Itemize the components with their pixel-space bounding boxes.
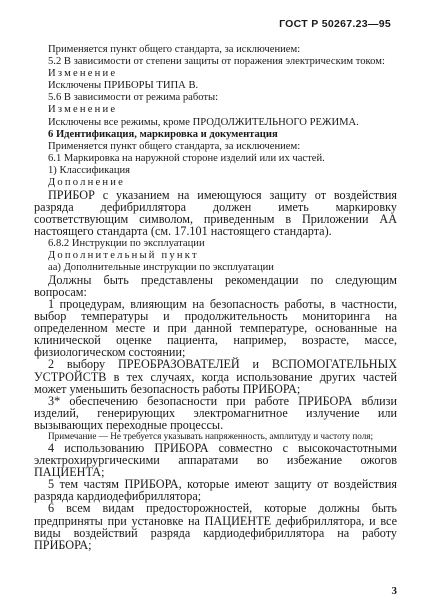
addition-label: Дополнение (48, 177, 126, 189)
clause-5-2: 5.2 В зависимости от степени защиты от поражения электрическим током: (48, 56, 385, 68)
change-label: Изменение (48, 68, 118, 80)
paragraph: Должны быть представлены рекомендации по следующим вопросам: (34, 272, 397, 299)
change-label: Изменение (48, 104, 118, 116)
list-item: 1 процедурам, влияющим на безопасность работы, в частности, выбор температуры и продолжительность мониторинга на определенном месте и при данной температуре, основанные на клинической оценке пациента, например, возрасте, массе, физиологическом состоянии; (34, 296, 397, 360)
clause-6-1: 6.1 Маркировка на наружной стороне изделий или их частей. (48, 152, 325, 164)
clause-6-8-2: 6.8.2 Инструкции по эксплуатации (48, 237, 205, 249)
list-item: 2 выбору ПРЕОБРАЗОВАТЕЛЕЙ и ВСПОМОГАТЕЛЬНЫХ УСТРОЙСТВ в тех случаях, когда использование других частей может уменьшить безопасность работы ПРИБОРА; (34, 357, 397, 396)
paragraph: Применяется пункт общего стандарта, за исключением: (48, 44, 301, 55)
paragraph: Применяется пункт общего стандарта, за исключением: (48, 140, 301, 152)
paragraph: 1) Классификация (48, 164, 131, 176)
section-6-heading: 6 Идентификация, маркировка и документация (48, 128, 278, 140)
paragraph: Исключены все режимы, кроме ПРОДОЛЖИТЕЛЬНОГО РЕЖИМА. (48, 116, 359, 128)
note: Примечание — Не требуется указывать напряженность, амплитуду и частоту поля; (48, 431, 374, 441)
list-item: 6 всем видам предосторожностей, которые должны быть предприняты при установке на ПАЦИЕНТЕ дефибриллятора, и все виды воздействий разряда кардиодефибриллятора на работу ПРИБОРА; (34, 501, 397, 552)
paragraph: аа) Дополнительные инструкции по эксплуатации (48, 261, 274, 273)
clause-5-6: 5.6 В зависимости от режима работы: (48, 92, 219, 104)
page-number: 3 (391, 585, 397, 597)
paragraph: Исключены ПРИБОРЫ ТИПА В. (48, 80, 199, 92)
list-item: 5 тем частям ПРИБОРА, которые имеют защиту от воздействия разряда кардиодефибриллятора; (34, 477, 397, 504)
list-item: 3* обеспечению безопасности при работе ПРИБОРА вблизи изделий, генерирующих электромагнитное излучение или вызывающих переходные процессы. (34, 393, 397, 432)
standard-header: ГОСТ Р 50267.23—95 (279, 18, 391, 30)
list-item: 4 использованию ПРИБОРА совместно с высокочастотными электрохирургическими аппаратами во избежание ожогов ПАЦИЕНТА; (34, 441, 397, 480)
paragraph: ПРИБОР с указанием на имеющуюся защиту от воздействия разряда дефибриллятора должен иметь маркировку соответствующим символом, приведенным в Приложении АА настоящего стандарта (см. 17.101 настоящего стандарта). (34, 188, 397, 239)
additional-clause-label: Дополнительный пункт (48, 249, 199, 261)
document-body (34, 44, 397, 551)
